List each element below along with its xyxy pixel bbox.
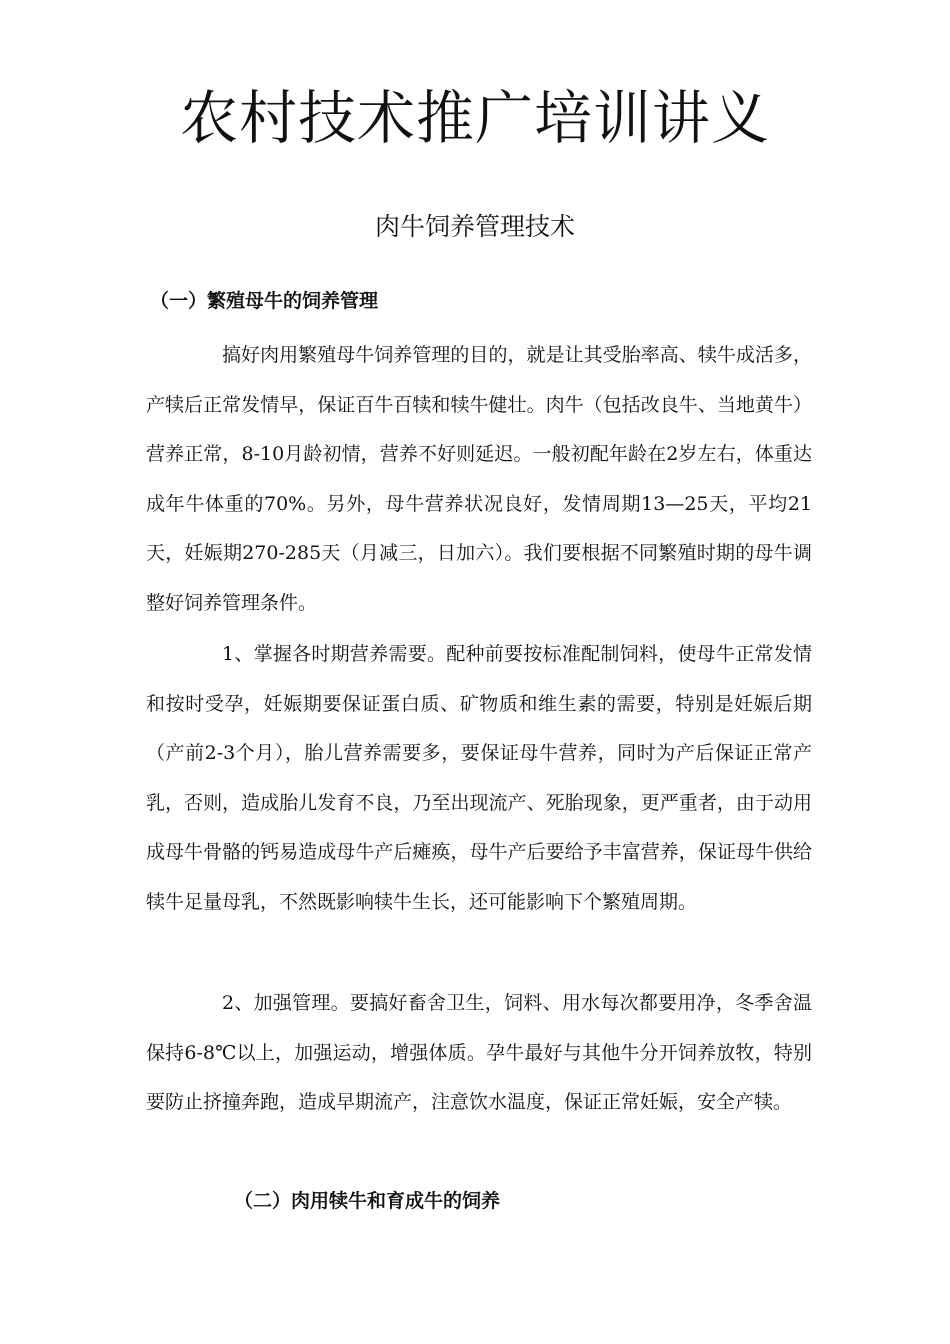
paragraph: 1、掌握各时期营养需要。配种前要按标准配制饲料，使母牛正常发情和按时受孕，妊娠期要保证蛋白质、矿物质和维生素的需要，特别是妊娠后期（产前2-3个月），胎儿营养需要多，要保证母牛营养，同时为产后保证正常产乳，否则，造成胎儿发育不良，乃至出现流产、死胎现象，更严重者，由于动用成母牛骨骼的钙易造成母牛产后瘫痪，母牛产后要给予丰富营养，保证母牛供给犊牛足量母乳，不然既影响犊牛生长，还可能影响下个繁殖周期。	[146, 643, 812, 913]
document-subtitle: 肉牛饲养管理技术	[374, 212, 575, 241]
paragraph: 2、加强管理。要搞好畜舍卫生，饲料、用水每次都要用净，冬季舍温保持6-8℃以上，加强运动，增强体质。孕牛最好与其他牛分开饲养放牧，特别要防止挤撞奔跑，造成早期流产，注意饮水温度，保证正常妊娠，安全产犊。	[146, 992, 812, 1114]
section-heading: （一）繁殖母牛的饲养管理	[150, 290, 379, 312]
section-heading: （二）肉用犊牛和育成牛的饲养	[234, 1190, 501, 1212]
document-title: 农村技术推广培训讲义	[179, 84, 770, 152]
paragraph: 搞好肉用繁殖母牛饲养管理的目的，就是让其受胎率高、犊牛成活多，产犊后正常发情早，保证百牛百犊和犊牛健壮。肉牛（包括改良牛、当地黄牛）营养正常，8-10月龄初情，营养不好则延迟。一般初配年龄在2岁左右，体重达成年牛体重的70%。另外，母牛营养状况良好，发情周期13—25天，平均21天，妊娠期270-285天（月减三，日加六）。我们要根据不同繁殖时期的母牛调整好饲养管理条件。	[146, 344, 812, 614]
